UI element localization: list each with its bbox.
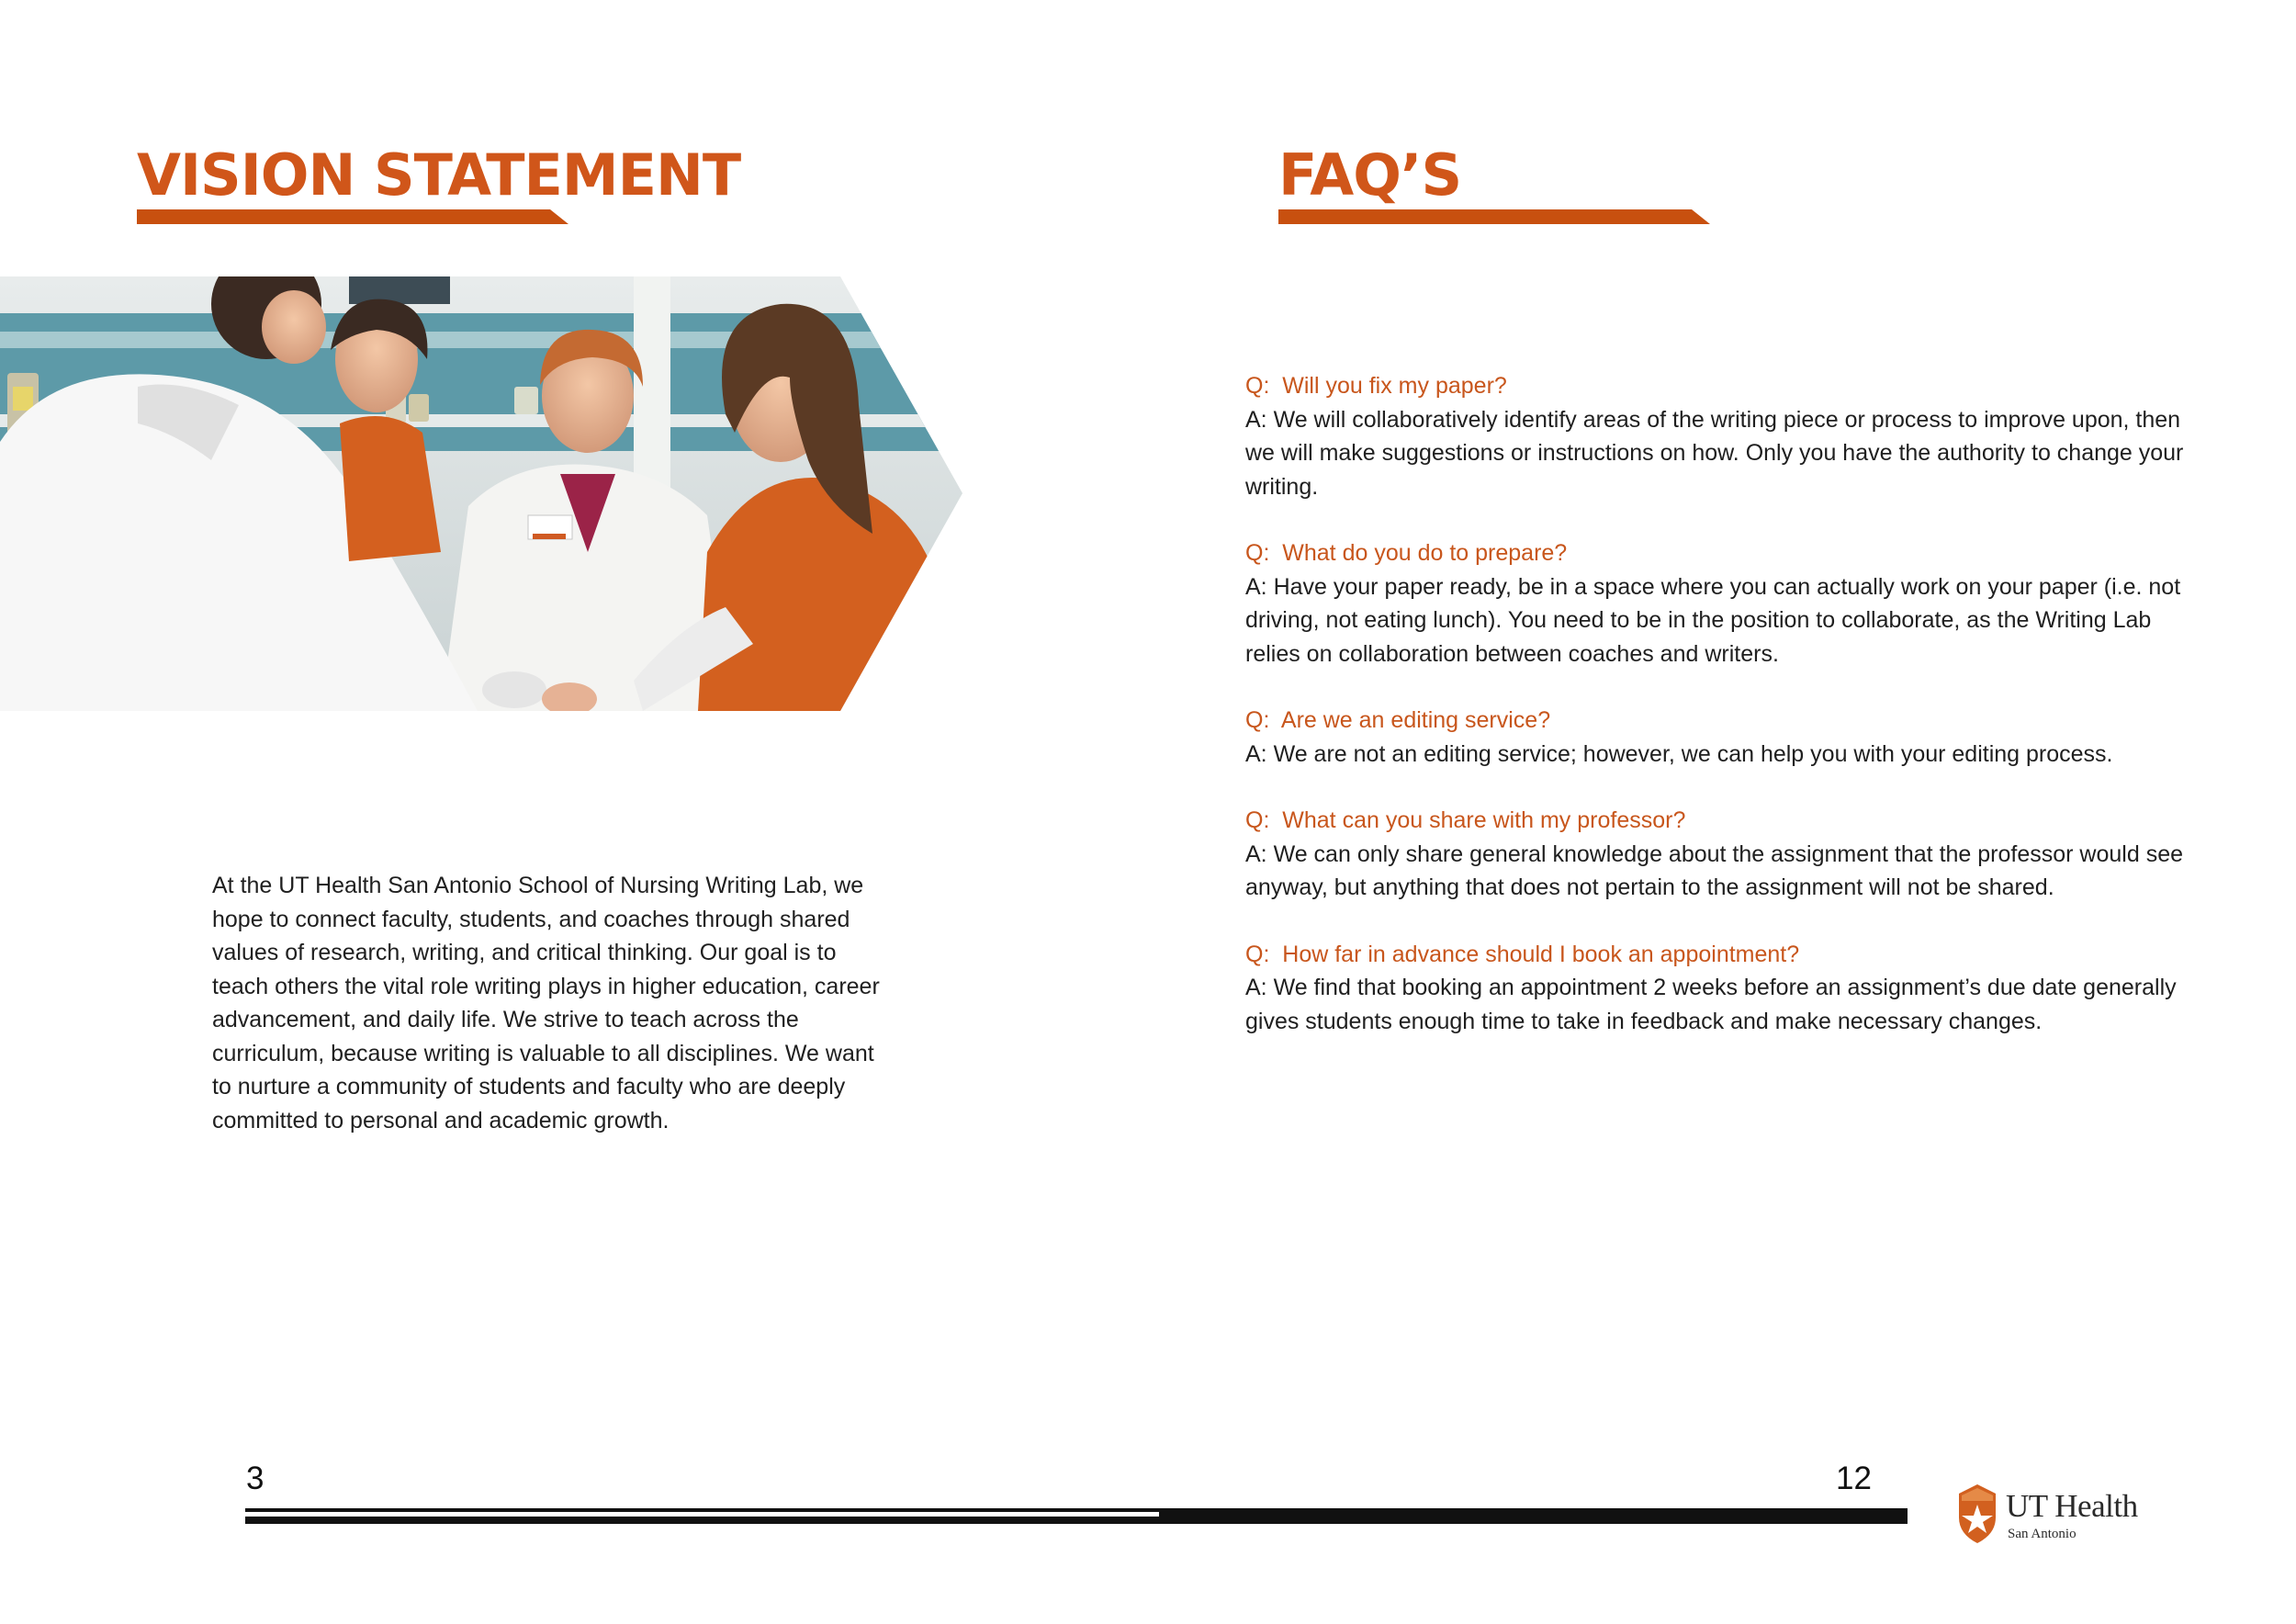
faq-question: Q: How far in advance should I book an appointment?: [1245, 941, 1800, 967]
ut-health-shield-star-icon: [1954, 1481, 2000, 1545]
page-number-left: 3: [246, 1460, 264, 1496]
vision-title-underline: [137, 209, 568, 224]
ut-health-logo: [1954, 1481, 2138, 1547]
faq-item: [1245, 704, 2200, 771]
faq-answer: A: Have your paper ready, be in a space where you can actually work on your paper (i.e. not driving, not eating lunch). You need to be in the position to collaborate, as the Writing Lab relies on collaboration between coaches and writers.: [1245, 573, 2181, 667]
faq-item: [1245, 536, 2200, 671]
faq-question: Q: What do you do to prepare?: [1245, 540, 1568, 566]
nursing-team-photo: [0, 276, 962, 711]
faq-question: Q: Will you fix my paper?: [1245, 373, 1507, 399]
faq-question: Q: What can you share with my professor?: [1245, 807, 1686, 833]
faq-item: [1245, 369, 2200, 503]
logo-name: UT Health: [2006, 1488, 2138, 1524]
faq-item: [1245, 804, 2200, 905]
faq-answer: A: We will collaboratively identify areas of the writing piece or process to improve upon, then we will make suggestions or instructions on how. Only you have the authority to change your writing.: [1245, 406, 2184, 500]
page-number-right: 12: [1836, 1460, 1872, 1496]
faq-answer: A: We can only share general knowledge about the assignment that the professor would see anyway, but anything that does not pertain to the assignment will not be shared.: [1245, 840, 2183, 900]
logo-subtitle: San Antonio: [2008, 1527, 2077, 1541]
vision-statement-title: VISION STATEMENT: [137, 141, 741, 209]
faq-list: [1245, 369, 2200, 1071]
faq-item: [1245, 938, 2200, 1039]
faq-answer: A: We find that booking an appointment 2 weeks before an assignment’s due date generally gives students enough time to take in feedback and make necessary changes.: [1245, 975, 2177, 1034]
faq-question: Q: Are we an editing service?: [1245, 707, 1551, 733]
faq-title: FAQ’S: [1278, 141, 1462, 209]
faq-title-underline: [1278, 209, 1710, 224]
footer-rules: [245, 1508, 1908, 1527]
vision-statement-body: At the UT Health San Antonio School of Nursing Writing Lab, we hope to connect faculty, students, and coaches through shared values of research, writing, and critical thinking. Our goal is to teach others the vital role writing plays in higher education, career advancement, and daily life. We strive to teach across the curriculum, because writing is valuable to all disciplines. We want to nurture a community of students and faculty who are deeply committed to personal and academic growth.: [212, 873, 880, 1133]
faq-answer: A: We are not an editing service; however, we can help you with your editing process.: [1245, 740, 2113, 767]
